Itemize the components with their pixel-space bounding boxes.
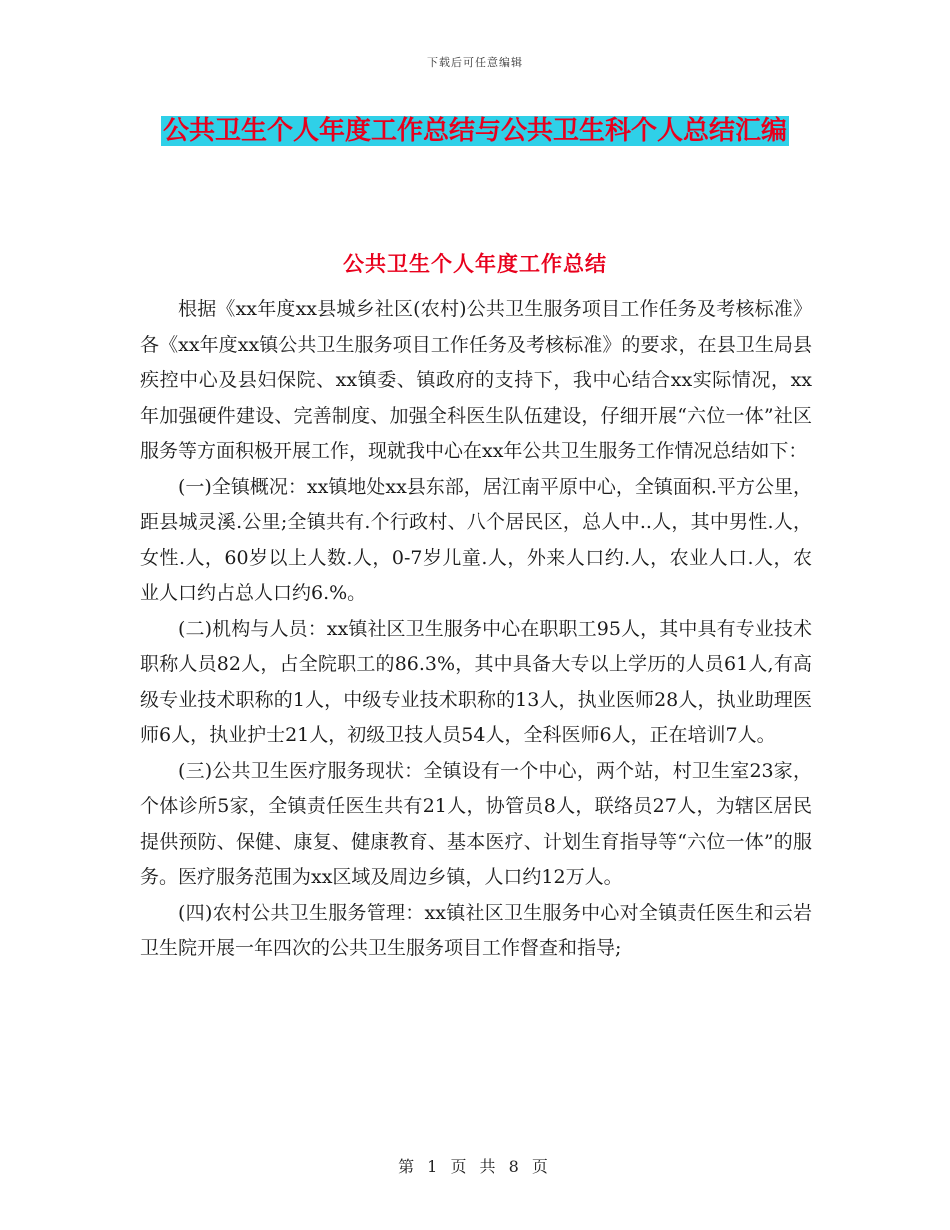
header-note: 下载后可任意编辑 xyxy=(427,56,523,69)
section-title: 公共卫生个人年度工作总结 xyxy=(343,252,607,276)
paragraph-intro: 根据《xx年度xx县城乡社区(农村)公共卫生服务项目工作任务及考核标准》各《xx年度xx镇公共卫生服务项目工作任务及考核标准》的要求，在县卫生局县疾控中心及县妇保院、xx镇委、镇政府的支持下，我中心结合xx实际情况，xx年加强硬件建设、完善制度、加强全科医生队伍建设，仔细开展“六位一体”社区服务等方面积极开展工作，现就我中心在xx年公共卫生服务工作情况总结如下： xyxy=(140,298,812,462)
paragraph-services: (三)公共卫生医疗服务现状：全镇设有一个中心，两个站，村卫生室23家，个体诊所5家，全镇责任医生共有21人，协管员8人，联络员27人，为辖区居民提供预防、保健、康复、健康教育、基本医疗、计划生育指导等“六位一体”的服务。医疗服务范围为xx区域及周边乡镇，人口约12万人。 xyxy=(140,759,812,888)
paragraph-staff: (二)机构与人员：xx镇社区卫生服务中心在职职工95人，其中具有专业技术职称人员82人，占全院职工的86.3%，其中具备大专以上学历的人员61人,有高级专业技术职称的1人，中级专业技术职称的13人，执业医师28人，执业助理医师6人，执业护士21人，初级卫技人员54人，全科医师6人，正在培训7人。 xyxy=(140,617,812,746)
paragraph-management: (四)农村公共卫生服务管理：xx镇社区卫生服务中心对全镇责任医生和云岩卫生院开展一年四次的公共卫生服务项目工作督查和指导; xyxy=(140,901,812,959)
paragraph-overview: (一)全镇概况：xx镇地处xx县东部，居江南平原中心，全镇面积.平方公里，距县城灵溪.公里;全镇共有.个行政村、八个居民区，总人中..人，其中男性.人，女性.人，60岁以上人数.人，0-7岁儿童.人，外来人口约.人，农业人口.人，农业人口约占总人口约6.%。 xyxy=(140,475,812,604)
document-body xyxy=(140,292,812,967)
document-title xyxy=(140,110,810,152)
page-number-footer: 第 1 页 共 8 页 xyxy=(398,1157,552,1176)
document-title-text: 公共卫生个人年度工作总结与公共卫生科个人总结汇编 xyxy=(162,116,787,146)
